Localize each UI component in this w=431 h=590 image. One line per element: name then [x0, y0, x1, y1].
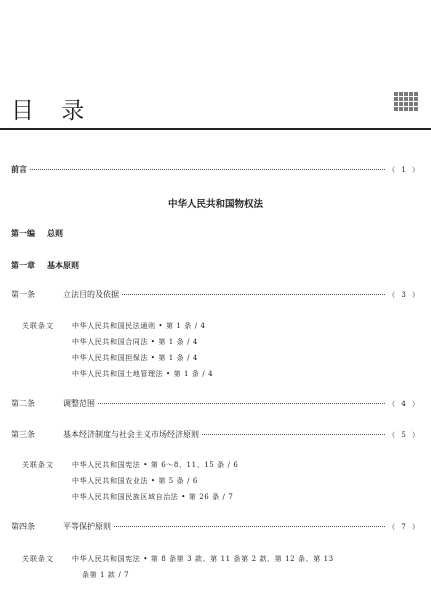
related-article[interactable]: 中华人民共和国宪法 • 第 6～8、11、15 条 / 6 — [72, 461, 239, 469]
related-article[interactable]: 条第 1 款 / 7 — [82, 571, 130, 579]
chapter-name: 基本原则 — [47, 261, 79, 270]
law-title: 中华人民共和国物权法 — [167, 199, 263, 210]
toc-page-number: （ 5 ） — [388, 431, 421, 439]
related-article[interactable]: 中华人民共和国宪法 • 第 8 条第 3 款、第 11 条第 2 款、第 12 条、第 13 — [72, 555, 334, 563]
part-number: 第一编 — [11, 229, 35, 238]
dot-leader — [114, 526, 385, 527]
toc-page-number: （ 1 ） — [388, 166, 421, 174]
toc-entry-article[interactable] — [11, 521, 421, 535]
page-title: 目 录 — [11, 98, 95, 124]
toc-entry-article[interactable] — [11, 398, 421, 412]
part-heading — [11, 228, 63, 239]
article-number: 第一条 — [11, 290, 35, 299]
chapter-number: 第一章 — [11, 261, 35, 270]
dot-leader — [30, 169, 385, 170]
toc-entry-label — [11, 289, 119, 300]
related-articles-label: 关联条文 — [22, 555, 54, 563]
toc-entry-preface[interactable] — [11, 164, 421, 178]
toc-page-number: （ 7 ） — [388, 523, 421, 531]
part-name: 总则 — [47, 229, 63, 238]
toc-entry-label — [11, 521, 111, 532]
article-title: 调整范围 — [63, 399, 95, 408]
chapter-heading — [11, 260, 79, 271]
related-articles-label: 关联条文 — [22, 461, 54, 469]
toc-entry-article[interactable] — [11, 289, 421, 303]
related-article[interactable]: 中华人民共和国合同法 • 第 1 条 / 4 — [72, 338, 198, 346]
dot-leader — [202, 434, 385, 435]
article-title: 立法目的及依据 — [63, 290, 119, 299]
related-articles-label: 关联条文 — [22, 322, 54, 330]
dot-grid-ornament — [394, 92, 420, 116]
toc-page-number: （ 4 ） — [388, 400, 421, 408]
toc-entry-label: 前言 — [11, 165, 27, 174]
article-number: 第四条 — [11, 522, 35, 531]
dot-leader — [122, 294, 385, 295]
article-title: 基本经济制度与社会主义市场经济原则 — [63, 430, 199, 439]
related-article[interactable]: 中华人民共和国民法通则 • 第 1 条 / 4 — [72, 322, 206, 330]
article-title: 平等保护原则 — [63, 522, 111, 531]
header-rule — [0, 128, 431, 130]
related-article[interactable]: 中华人民共和国农业法 • 第 5 条 / 6 — [72, 477, 198, 485]
related-article[interactable]: 中华人民共和国担保法 • 第 1 条 / 4 — [72, 354, 198, 362]
toc-entry-label — [11, 398, 95, 409]
related-article[interactable]: 中华人民共和国民族区域自治法 • 第 26 条 / 7 — [72, 493, 234, 501]
toc-page-number: （ 3 ） — [388, 291, 421, 299]
related-article[interactable]: 中华人民共和国土地管理法 • 第 1 条 / 4 — [72, 370, 214, 378]
toc-entry-label — [11, 429, 199, 440]
article-number: 第二条 — [11, 399, 35, 408]
toc-entry-article[interactable] — [11, 429, 421, 443]
article-number: 第三条 — [11, 430, 35, 439]
dot-leader — [98, 403, 385, 404]
